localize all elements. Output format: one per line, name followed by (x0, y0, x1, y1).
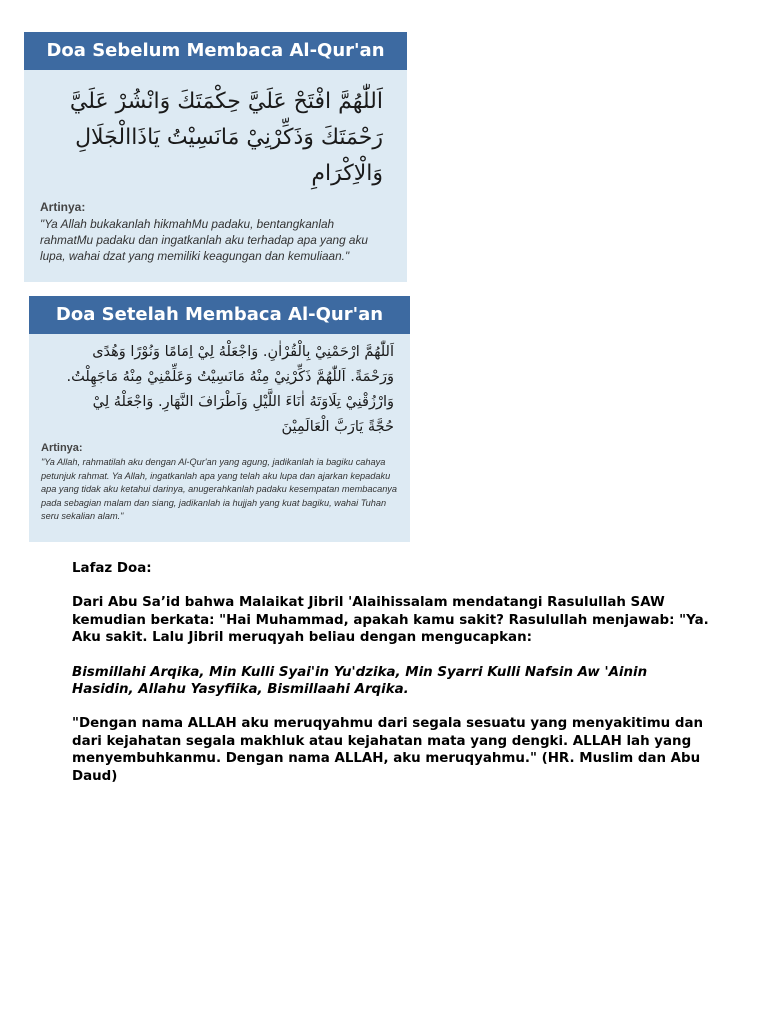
hadith-narration: Dari Abu Sa’id bahwa Malaikat Jibril 'Alaihissalam mendatangi Rasulullah SAW kemudian berkata: "Hai Muhammad, apakah kamu sakit? Rasulullah menjawab: "Ya. Aku sakit. Lalu Jibril meruqyah beliau dengan mengucapkan: (72, 595, 709, 646)
artinya-label: Artinya: (41, 442, 83, 454)
card-title: Doa Sebelum Membaca Al-Qur'an (24, 32, 407, 70)
artinya-translation: "Ya Allah, rahmatilah aku dengan Al-Qur'an yang agung, jadikanlah ia bagiku cahaya petunjuk rahmat. Ya Allah, ingatkanlah apa yang telah aku lupa dan ajarkan kepadaku apa yang tidak aku ketahui darinya, anugerahkanlah padaku kesempatan membacanya pada sebagian malam dan siang, jadikanlah ia hujjah yang kuat bagiku, wahai Tuhan seru sekalian alam." (41, 457, 398, 521)
card-title: Doa Setelah Membaca Al-Qur'an (29, 296, 410, 334)
doa-sebelum-card (24, 32, 407, 282)
ruqyah-translation: "Dengan nama ALLAH aku meruqyahmu dari segala sesuatu yang menyakitimu dan dari kejahatan segala makhluk atau kejahatan mata yang dengki. ALLAH lah yang menyembuhkanmu. Dengan nama ALLAH, aku meruqyahmu." (HR. Muslim dan Abu Daud) (72, 716, 704, 784)
lafaz-heading: Lafaz Doa: (72, 561, 152, 576)
arabic-prayer-text: اَللّٰهُمَّ ارْحَمْنِيْ بِالْقُرْاٰنِ. وَاجْعَلْهُ لِيْ اِمَامًا وَنُوْرًا وَهُدًى وَرَحْمَةً. اَللّٰهُمَّ ذَكِّرْنِيْ مِنْهُ مَانَسِيْتُ وَعَلِّمْنِيْ مِنْهُ مَاجَهِلْتُ. وَارْزُقْنِيْ تِلَاوَتَهُ اٰنَاءَ اللَّيْلِ وَاَطْرَافَ النَّهَارِ. وَاجْعَلْهُ لِيْ حُجَّةً يَارَبَّ الْعَالَمِيْنَ (66, 344, 394, 435)
ruqyah-transliteration: Bismillahi Arqika, Min Kulli Syai'in Yu'dzika, Min Syarri Kulli Nafsin Aw 'Ainin Hasidin, Allahu Yasyfiika, Bismillaahi Arqika. (72, 664, 648, 698)
arabic-prayer-text: اَللّٰهُمَّ افْتَحْ عَلَيَّ حِكْمَتَكَ وَانْشُرْ عَلَيَّ رَحْمَتَكَ وَذَكِّرْنِيْ مَانَسِيْتُ يَاذَاالْجَلَالِ وَالْاِكْرَامِ (69, 89, 383, 186)
artinya-label: Artinya: (40, 200, 86, 214)
doa-setelah-card (29, 296, 410, 542)
document-body (72, 560, 712, 802)
artinya-translation: "Ya Allah bukakanlah hikmahMu padaku, bentangkanlah rahmatMu padaku dan ingatkanlah aku terhadap apa yang aku lupa, wahai dzat yang memiliki keagungan dan kemuliaan." (40, 217, 368, 263)
